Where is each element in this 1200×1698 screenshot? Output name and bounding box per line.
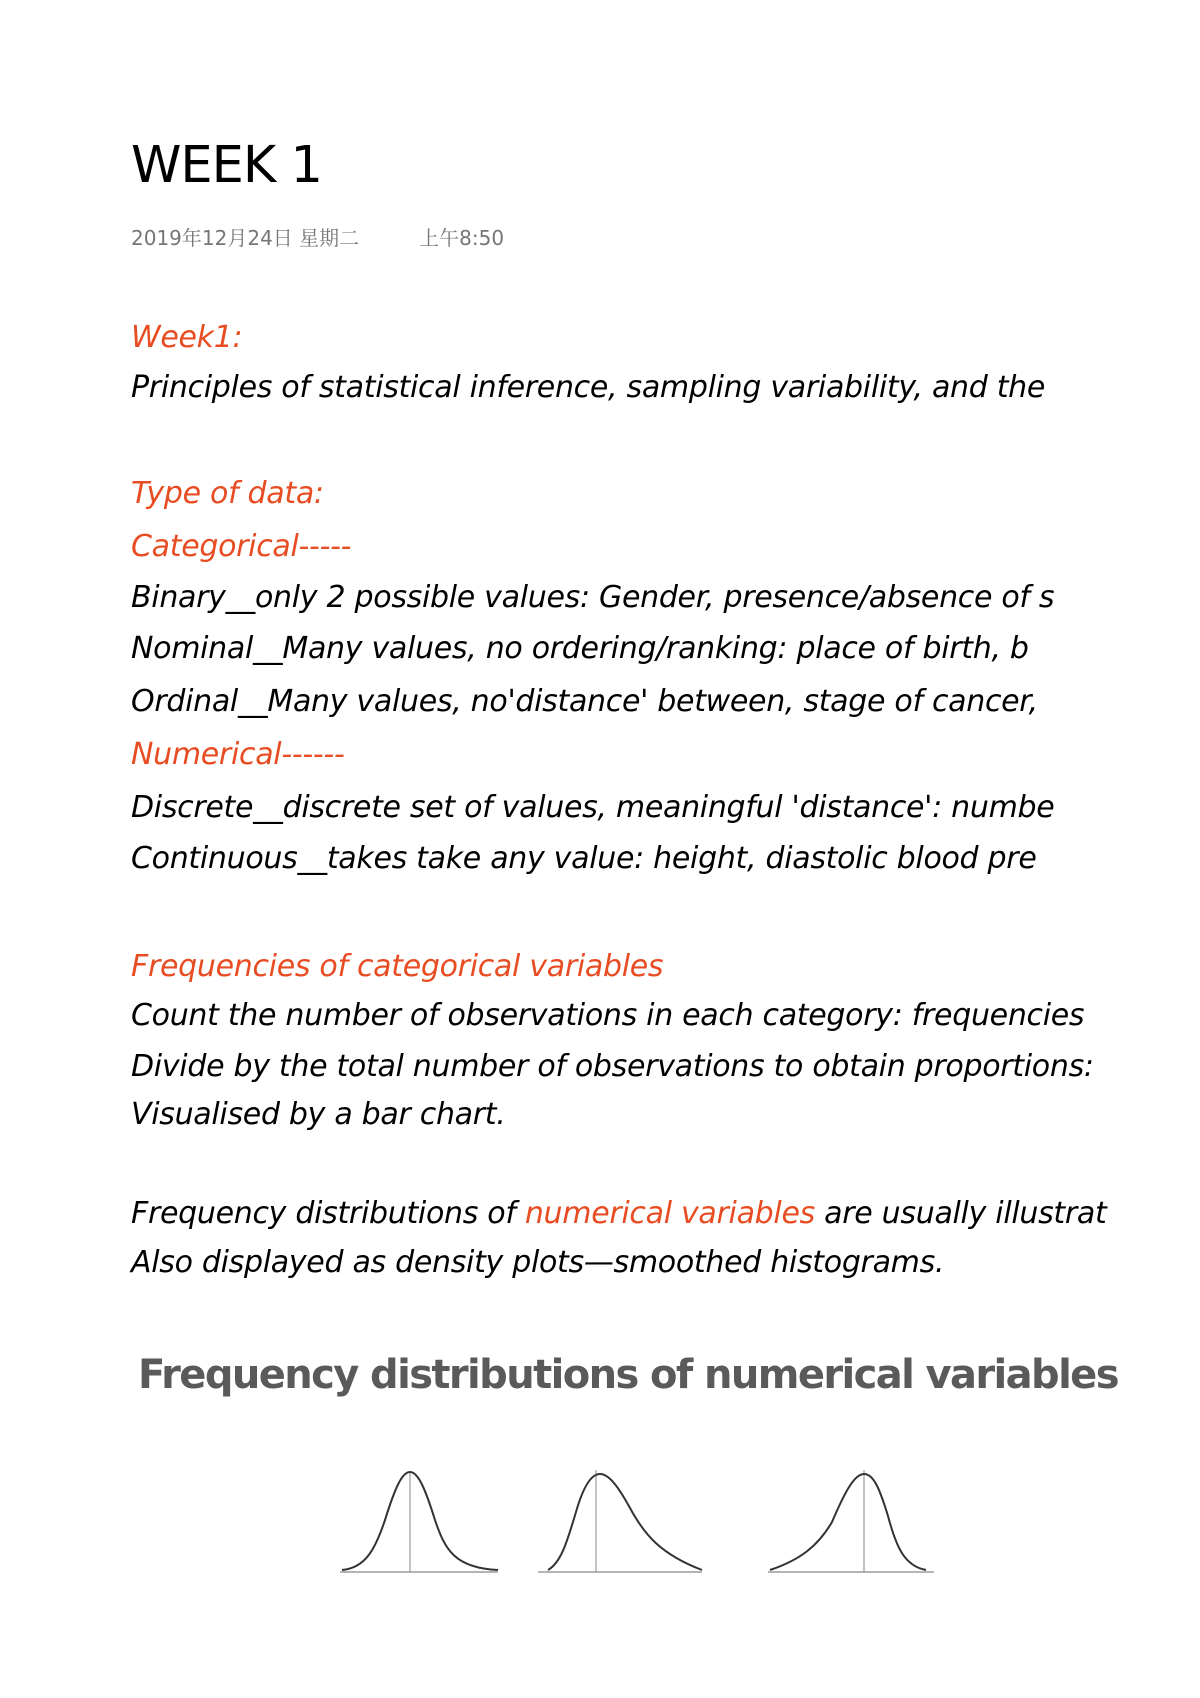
continuous-line: Continuous__takes take any value: height, diastolic blood pre (131, 841, 1037, 876)
type-of-data-heading: Type of data: (131, 476, 324, 511)
symmetric-bell-curve (340, 1472, 498, 1572)
right-skewed-curve (538, 1470, 702, 1572)
numerical-distribution-text-start: Frequency distributions of (131, 1196, 525, 1231)
discrete-line: Discrete__discrete set of values, meaningful 'distance': numbe (131, 790, 1055, 825)
nominal-line: Nominal__Many values, no ordering/ranking: place of birth, b (131, 631, 1029, 666)
page-title: WEEK 1 (131, 136, 322, 195)
binary-line: Binary__only 2 possible values: Gender, presence/absence of s (131, 580, 1055, 615)
categorical-heading: Categorical----- (131, 529, 352, 564)
week-heading: Week1: (131, 320, 243, 355)
frequencies-heading: Frequencies of categorical variables (131, 949, 664, 984)
density-plot-line: Also displayed as density plots—smoothed histograms. (131, 1245, 945, 1280)
frequencies-line-2: Divide by the total number of observations to obtain proportions: (131, 1049, 1094, 1084)
page-timestamp (131, 222, 504, 251)
numerical-distribution-text-end: are usually illustrat (814, 1196, 1107, 1231)
figure-title: Frequency distributions of numerical variables (138, 1352, 1118, 1398)
ordinal-line: Ordinal__Many values, no'distance' between, stage of cancer, (131, 684, 1038, 719)
distribution-curves-figure (330, 1450, 950, 1580)
numerical-distribution-line (131, 1196, 1106, 1231)
frequencies-line-1: Count the number of observations in each category: frequencies (131, 998, 1085, 1033)
page-time: 上午8:50 (419, 226, 505, 250)
numerical-variables-highlight: numerical variables (524, 1196, 815, 1231)
frequencies-line-3: Visualised by a bar chart. (131, 1097, 506, 1132)
page-date: 2019年12月24日 星期二 (131, 226, 360, 250)
left-skewed-curve (768, 1470, 934, 1572)
numerical-heading: Numerical------ (131, 737, 345, 772)
week-description: Principles of statistical inference, sampling variability, and the (131, 370, 1046, 405)
